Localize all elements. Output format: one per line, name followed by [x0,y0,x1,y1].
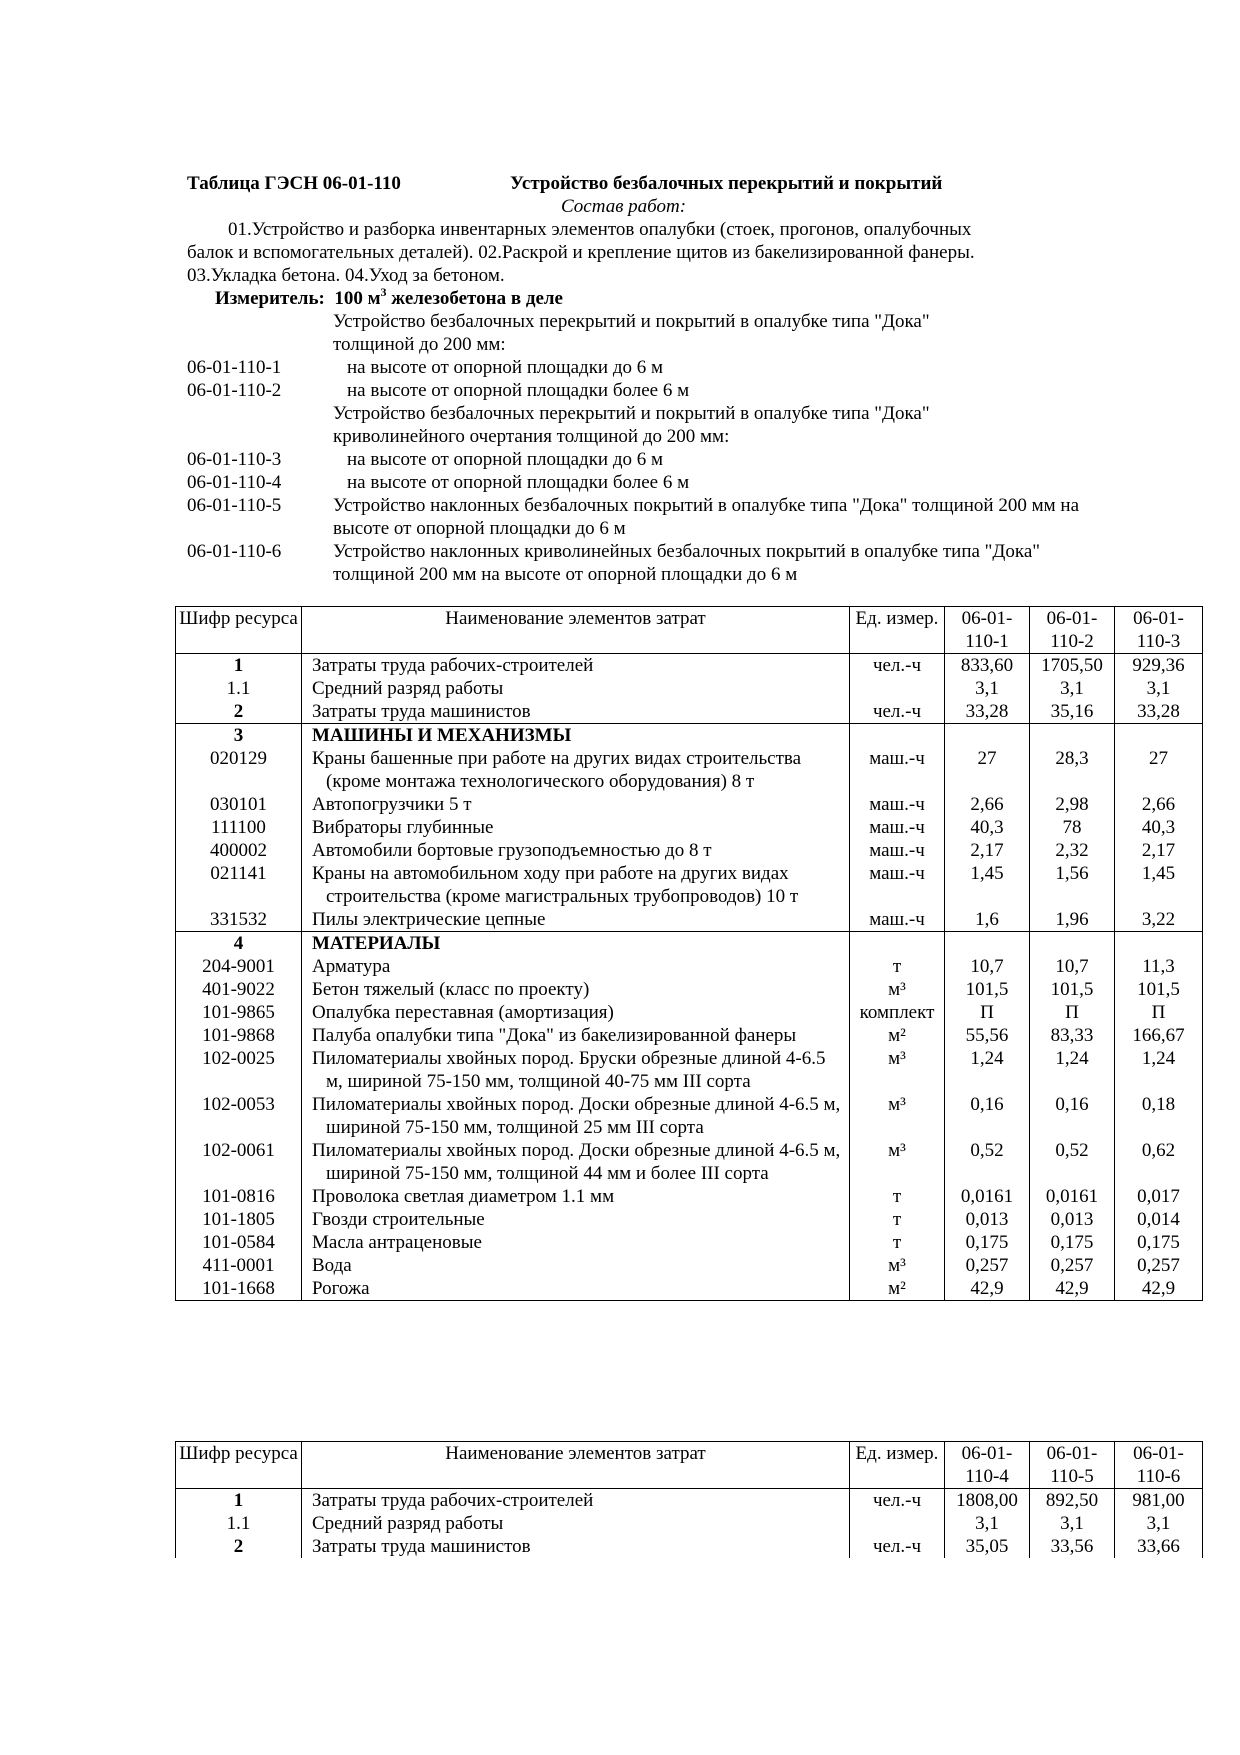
header-code: Шифр ресурса [176,1442,302,1489]
cell-name [302,654,850,678]
cell-name-text: Затраты труда машинистов [312,1536,531,1557]
cell-value: 3,1 [945,1512,1030,1535]
cell-unit: маш.-ч [850,908,945,932]
cell-value: 3,1 [1030,1512,1115,1535]
cell-name-text: Вода [312,1255,352,1276]
cell-code: 102-0025 [176,1047,302,1093]
cell-code: 1.1 [176,677,302,700]
table-row [176,654,1203,678]
cell-value: П [945,1001,1030,1024]
cell-name-text: Рогожа [312,1278,370,1299]
cell-name [302,908,850,932]
cell-unit: т [850,1185,945,1208]
cell-code: 411-0001 [176,1254,302,1277]
cell-value: 33,28 [945,700,1030,724]
cell-code: 2 [176,1535,302,1558]
cell-value [1115,932,1203,956]
table-header-row [176,1442,1203,1489]
item-text: толщиной 200 мм на высоте от опорной площадки до 6 м [333,564,798,585]
item-code: 06-01-110-2 [187,380,282,401]
cell-name [302,862,850,908]
cell-unit: м³ [850,1047,945,1093]
meter-rest: железобетона в деле [386,288,563,309]
cell-code: 101-9865 [176,1001,302,1024]
item-text: криволинейного очертания толщиной до 200 мм: [333,426,730,447]
table-row [176,1024,1203,1047]
cell-value: 40,3 [945,816,1030,839]
cell-value [1115,724,1203,748]
cell-name [302,1208,850,1231]
cell-unit: т [850,1231,945,1254]
item-text: Устройство безбалочных перекрытий и покрытий в опалубке типа "Дока" [333,403,930,424]
cell-unit: м² [850,1277,945,1301]
cell-name-text: Автопогрузчики 5 т [312,794,472,815]
cell-name-text: Гвозди строительные [312,1209,485,1230]
cell-value: 2,17 [1115,839,1203,862]
cell-value: 3,22 [1115,908,1203,932]
cell-value: 929,36 [1115,654,1203,678]
cell-name-text: Пиломатериалы хвойных пород. Доски обрезные длиной 4-6.5 м, шириной 75-150 мм, толщиной 44 мм и более III сорта [312,1140,841,1184]
resource-table-2 [175,1441,1203,1558]
cell-value: 1,96 [1030,908,1115,932]
cell-value: 1,24 [945,1047,1030,1093]
cell-unit: м³ [850,1139,945,1185]
cell-unit: м³ [850,1093,945,1139]
cell-unit [850,677,945,700]
composition-line-2: балок и вспомогательных деталей). 02.Раскрой и крепление щитов из бакелизированной фанеры. [187,242,975,263]
header-unit: Ед. измер. [850,607,945,654]
item-text: толщиной до 200 мм: [333,334,506,355]
cell-unit: маш.-ч [850,793,945,816]
cell-value: 33,66 [1115,1535,1203,1558]
cell-unit: т [850,1208,945,1231]
cell-unit: маш.-ч [850,747,945,793]
cell-value: 1,24 [1115,1047,1203,1093]
cell-name-text: МАШИНЫ И МЕХАНИЗМЫ [312,725,572,746]
item-code: 06-01-110-1 [187,357,282,378]
cell-unit [850,724,945,748]
meter [215,284,563,310]
table-row [176,1208,1203,1231]
cell-name-text: МАТЕРИАЛЫ [312,933,441,954]
table-row [176,908,1203,932]
meter-sup: 3 [380,284,387,299]
header-name: Наименование элементов затрат [302,607,850,654]
cell-value: 101,5 [1030,978,1115,1001]
cell-code: 020129 [176,747,302,793]
cell-value [945,932,1030,956]
cell-code: 101-0816 [176,1185,302,1208]
cell-value: 0,0161 [945,1185,1030,1208]
item-text: на высоте от опорной площадки до 6 м [347,357,664,378]
cell-name-text: Пилы электрические цепные [312,909,546,930]
cell-value: 0,175 [1115,1231,1203,1254]
cell-code: 030101 [176,793,302,816]
cell-value: 2,98 [1030,793,1115,816]
cell-unit: чел.-ч [850,1535,945,1558]
item-text: на высоте от опорной площадки более 6 м [347,472,690,493]
cell-value: 42,9 [1115,1277,1203,1301]
cell-unit: т [850,955,945,978]
cell-name [302,1093,850,1139]
table-id: Таблица ГЭСН 06-01-110 [187,173,401,194]
cell-code: 021141 [176,862,302,908]
cell-name [302,1254,850,1277]
cell-value: 0,257 [1115,1254,1203,1277]
cell-name [302,793,850,816]
cell-value: 42,9 [1030,1277,1115,1301]
cell-value: 101,5 [1115,978,1203,1001]
cell-value: 2,66 [1115,793,1203,816]
cell-name-text: Пиломатериалы хвойных пород. Бруски обрезные длиной 4-6.5 м, шириной 75-150 мм, толщиной 40-75 мм III сорта [312,1048,826,1092]
cell-unit: чел.-ч [850,700,945,724]
cell-name-text: Затраты труда машинистов [312,701,531,722]
cell-name [302,839,850,862]
cell-code: 1.1 [176,1512,302,1535]
cell-code: 400002 [176,839,302,862]
cell-value: 35,05 [945,1535,1030,1558]
cell-name-text: Средний разряд работы [312,1513,504,1534]
item-text: Устройство наклонных безбалочных покрытий в опалубке типа "Дока" толщиной 200 мм на [333,495,1080,516]
cell-unit [850,1512,945,1535]
resource-table-1 [175,606,1203,1301]
table-row [176,793,1203,816]
cell-name [302,747,850,793]
cell-unit: м³ [850,978,945,1001]
cell-value: 0,175 [1030,1231,1115,1254]
item-code: 06-01-110-6 [187,541,282,562]
item-text: на высоте от опорной площадки более 6 м [347,380,690,401]
cell-name [302,1489,850,1513]
table-row [176,1489,1203,1513]
cell-name [302,1139,850,1185]
cell-name-text: Проволока светлая диаметром 1.1 мм [312,1186,615,1207]
cell-code: 102-0061 [176,1139,302,1185]
cell-name [302,816,850,839]
header-c3: 06-01-110-6 [1115,1442,1203,1489]
cell-unit: чел.-ч [850,654,945,678]
cell-code: 401-9022 [176,978,302,1001]
cell-name-text: Краны на автомобильном ходу при работе на других видах строительства (кроме магистральных трубопроводов) 10 т [312,863,799,907]
cell-unit: маш.-ч [850,839,945,862]
cell-code: 4 [176,932,302,956]
cell-code: 101-1805 [176,1208,302,1231]
table-row [176,932,1203,956]
table-row [176,1001,1203,1024]
cell-name-text: Средний разряд работы [312,678,504,699]
page-title: Устройство безбалочных перекрытий и покрытий [510,173,943,194]
cell-unit: м² [850,1024,945,1047]
cell-value: 1,24 [1030,1047,1115,1093]
cell-code: 2 [176,700,302,724]
cell-name-text: Арматура [312,956,391,977]
cell-code: 204-9001 [176,955,302,978]
cell-name-text: Масла антраценовые [312,1232,482,1253]
cell-name-text: Палуба опалубки типа "Дока" из бакелизированной фанеры [312,1025,797,1046]
cell-code: 101-9868 [176,1024,302,1047]
cell-unit: комплект [850,1001,945,1024]
cell-value: 1,45 [945,862,1030,908]
composition-heading: Состав работ: [561,196,687,217]
cell-code: 101-0584 [176,1231,302,1254]
cell-value: 1705,50 [1030,654,1115,678]
cell-value: 11,3 [1115,955,1203,978]
table-row [176,839,1203,862]
cell-name-text: Автомобили бортовые грузоподъемностью до 8 т [312,840,712,861]
cell-code: 111100 [176,816,302,839]
cell-name [302,700,850,724]
cell-name [302,724,850,748]
cell-value: П [1115,1001,1203,1024]
cell-value: 78 [1030,816,1115,839]
table-row [176,1535,1203,1558]
cell-value: 0,013 [945,1208,1030,1231]
table-row [176,1512,1203,1535]
header-c1: 06-01-110-4 [945,1442,1030,1489]
table-row [176,724,1203,748]
cell-value: 10,7 [1030,955,1115,978]
cell-value: 0,18 [1115,1093,1203,1139]
cell-unit: м³ [850,1254,945,1277]
cell-value: 3,1 [1115,1512,1203,1535]
cell-code: 101-1668 [176,1277,302,1301]
cell-value: 27 [1115,747,1203,793]
cell-value: 892,50 [1030,1489,1115,1513]
cell-value: 28,3 [1030,747,1115,793]
cell-value: 3,1 [1115,677,1203,700]
cell-name-text: Пиломатериалы хвойных пород. Доски обрезные длиной 4-6.5 м, шириной 75-150 мм, толщиной 25 мм III сорта [312,1094,841,1138]
cell-value: 0,175 [945,1231,1030,1254]
item-text: Устройство наклонных криволинейных безбалочных покрытий в опалубке типа "Дока" [333,541,1041,562]
cell-value: 27 [945,747,1030,793]
composition-line-3: 03.Укладка бетона. 04.Уход за бетоном. [187,265,505,286]
cell-value [1030,932,1115,956]
item-text: высоте от опорной площадки до 6 м [333,518,626,539]
cell-value: 0,0161 [1030,1185,1115,1208]
cell-value: П [1030,1001,1115,1024]
cell-name [302,1047,850,1093]
header-c1: 06-01-110-1 [945,607,1030,654]
cell-value: 35,16 [1030,700,1115,724]
cell-code: 1 [176,654,302,678]
cell-name [302,1277,850,1301]
cell-unit: маш.-ч [850,816,945,839]
cell-value: 0,16 [1030,1093,1115,1139]
cell-name-text: Опалубка переставная (амортизация) [312,1002,614,1023]
cell-name-text: Затраты труда рабочих-строителей [312,1490,594,1511]
cell-name [302,677,850,700]
composition-line-1: 01.Устройство и разборка инвентарных элементов опалубки (стоек, прогонов, опалубочных [228,219,972,240]
table-row [176,1185,1203,1208]
cell-value: 0,013 [1030,1208,1115,1231]
item-text: Устройство безбалочных перекрытий и покрытий в опалубке типа "Дока" [333,311,930,332]
cell-name [302,1231,850,1254]
item-code: 06-01-110-4 [187,472,282,493]
cell-value: 3,1 [945,677,1030,700]
cell-value: 0,014 [1115,1208,1203,1231]
cell-value: 2,32 [1030,839,1115,862]
cell-name [302,978,850,1001]
table-row [176,700,1203,724]
cell-value: 0,52 [945,1139,1030,1185]
cell-name-text: Затраты труда рабочих-строителей [312,655,594,676]
item-code: 06-01-110-5 [187,495,282,516]
cell-value: 40,3 [1115,816,1203,839]
cell-value: 1,56 [1030,862,1115,908]
table-row [176,862,1203,908]
cell-value: 2,66 [945,793,1030,816]
cell-value: 981,00 [1115,1489,1203,1513]
table-row [176,1139,1203,1185]
cell-code: 331532 [176,908,302,932]
table-row [176,1093,1203,1139]
header-unit: Ед. измер. [850,1442,945,1489]
cell-code: 102-0053 [176,1093,302,1139]
cell-value: 0,16 [945,1093,1030,1139]
cell-name [302,1512,850,1535]
header-c3: 06-01-110-3 [1115,607,1203,654]
cell-name [302,1535,850,1558]
cell-value: 0,257 [1030,1254,1115,1277]
header-c2: 06-01-110-5 [1030,1442,1115,1489]
cell-value: 10,7 [945,955,1030,978]
cell-name [302,955,850,978]
item-code: 06-01-110-3 [187,449,282,470]
item-text: на высоте от опорной площадки до 6 м [347,449,664,470]
table-row [176,955,1203,978]
table-row [176,978,1203,1001]
cell-unit: чел.-ч [850,1489,945,1513]
cell-name [302,1185,850,1208]
cell-value: 833,60 [945,654,1030,678]
cell-name [302,1001,850,1024]
cell-value: 33,56 [1030,1535,1115,1558]
cell-code: 1 [176,1489,302,1513]
cell-name [302,932,850,956]
cell-value: 55,56 [945,1024,1030,1047]
header-name: Наименование элементов затрат [302,1442,850,1489]
cell-value: 101,5 [945,978,1030,1001]
table-row [176,1254,1203,1277]
cell-value [945,724,1030,748]
cell-code: 3 [176,724,302,748]
cell-value: 42,9 [945,1277,1030,1301]
cell-value: 1,45 [1115,862,1203,908]
table-header-row [176,607,1203,654]
header-c2: 06-01-110-2 [1030,607,1115,654]
cell-unit [850,932,945,956]
cell-value: 83,33 [1030,1024,1115,1047]
cell-value: 3,1 [1030,677,1115,700]
cell-value: 1,6 [945,908,1030,932]
cell-value: 0,52 [1030,1139,1115,1185]
table-row [176,747,1203,793]
cell-value: 33,28 [1115,700,1203,724]
cell-name-text: Краны башенные при работе на других видах строительства (кроме монтажа технологического оборудования) 8 т [312,748,802,792]
cell-value: 0,257 [945,1254,1030,1277]
meter-value: 100 м [334,288,381,309]
cell-unit: маш.-ч [850,862,945,908]
table-row [176,1047,1203,1093]
cell-name-text: Бетон тяжелый (класс по проекту) [312,979,590,1000]
table-row [176,1231,1203,1254]
cell-value: 0,017 [1115,1185,1203,1208]
cell-value: 0,62 [1115,1139,1203,1185]
cell-name [302,1024,850,1047]
table-row [176,677,1203,700]
header-code: Шифр ресурса [176,607,302,654]
cell-name-text: Вибраторы глубинные [312,817,494,838]
cell-value: 166,67 [1115,1024,1203,1047]
meter-label: Измеритель: [215,288,325,309]
table-row [176,1277,1203,1301]
cell-value: 1808,00 [945,1489,1030,1513]
cell-value [1030,724,1115,748]
cell-value: 2,17 [945,839,1030,862]
table-row [176,816,1203,839]
